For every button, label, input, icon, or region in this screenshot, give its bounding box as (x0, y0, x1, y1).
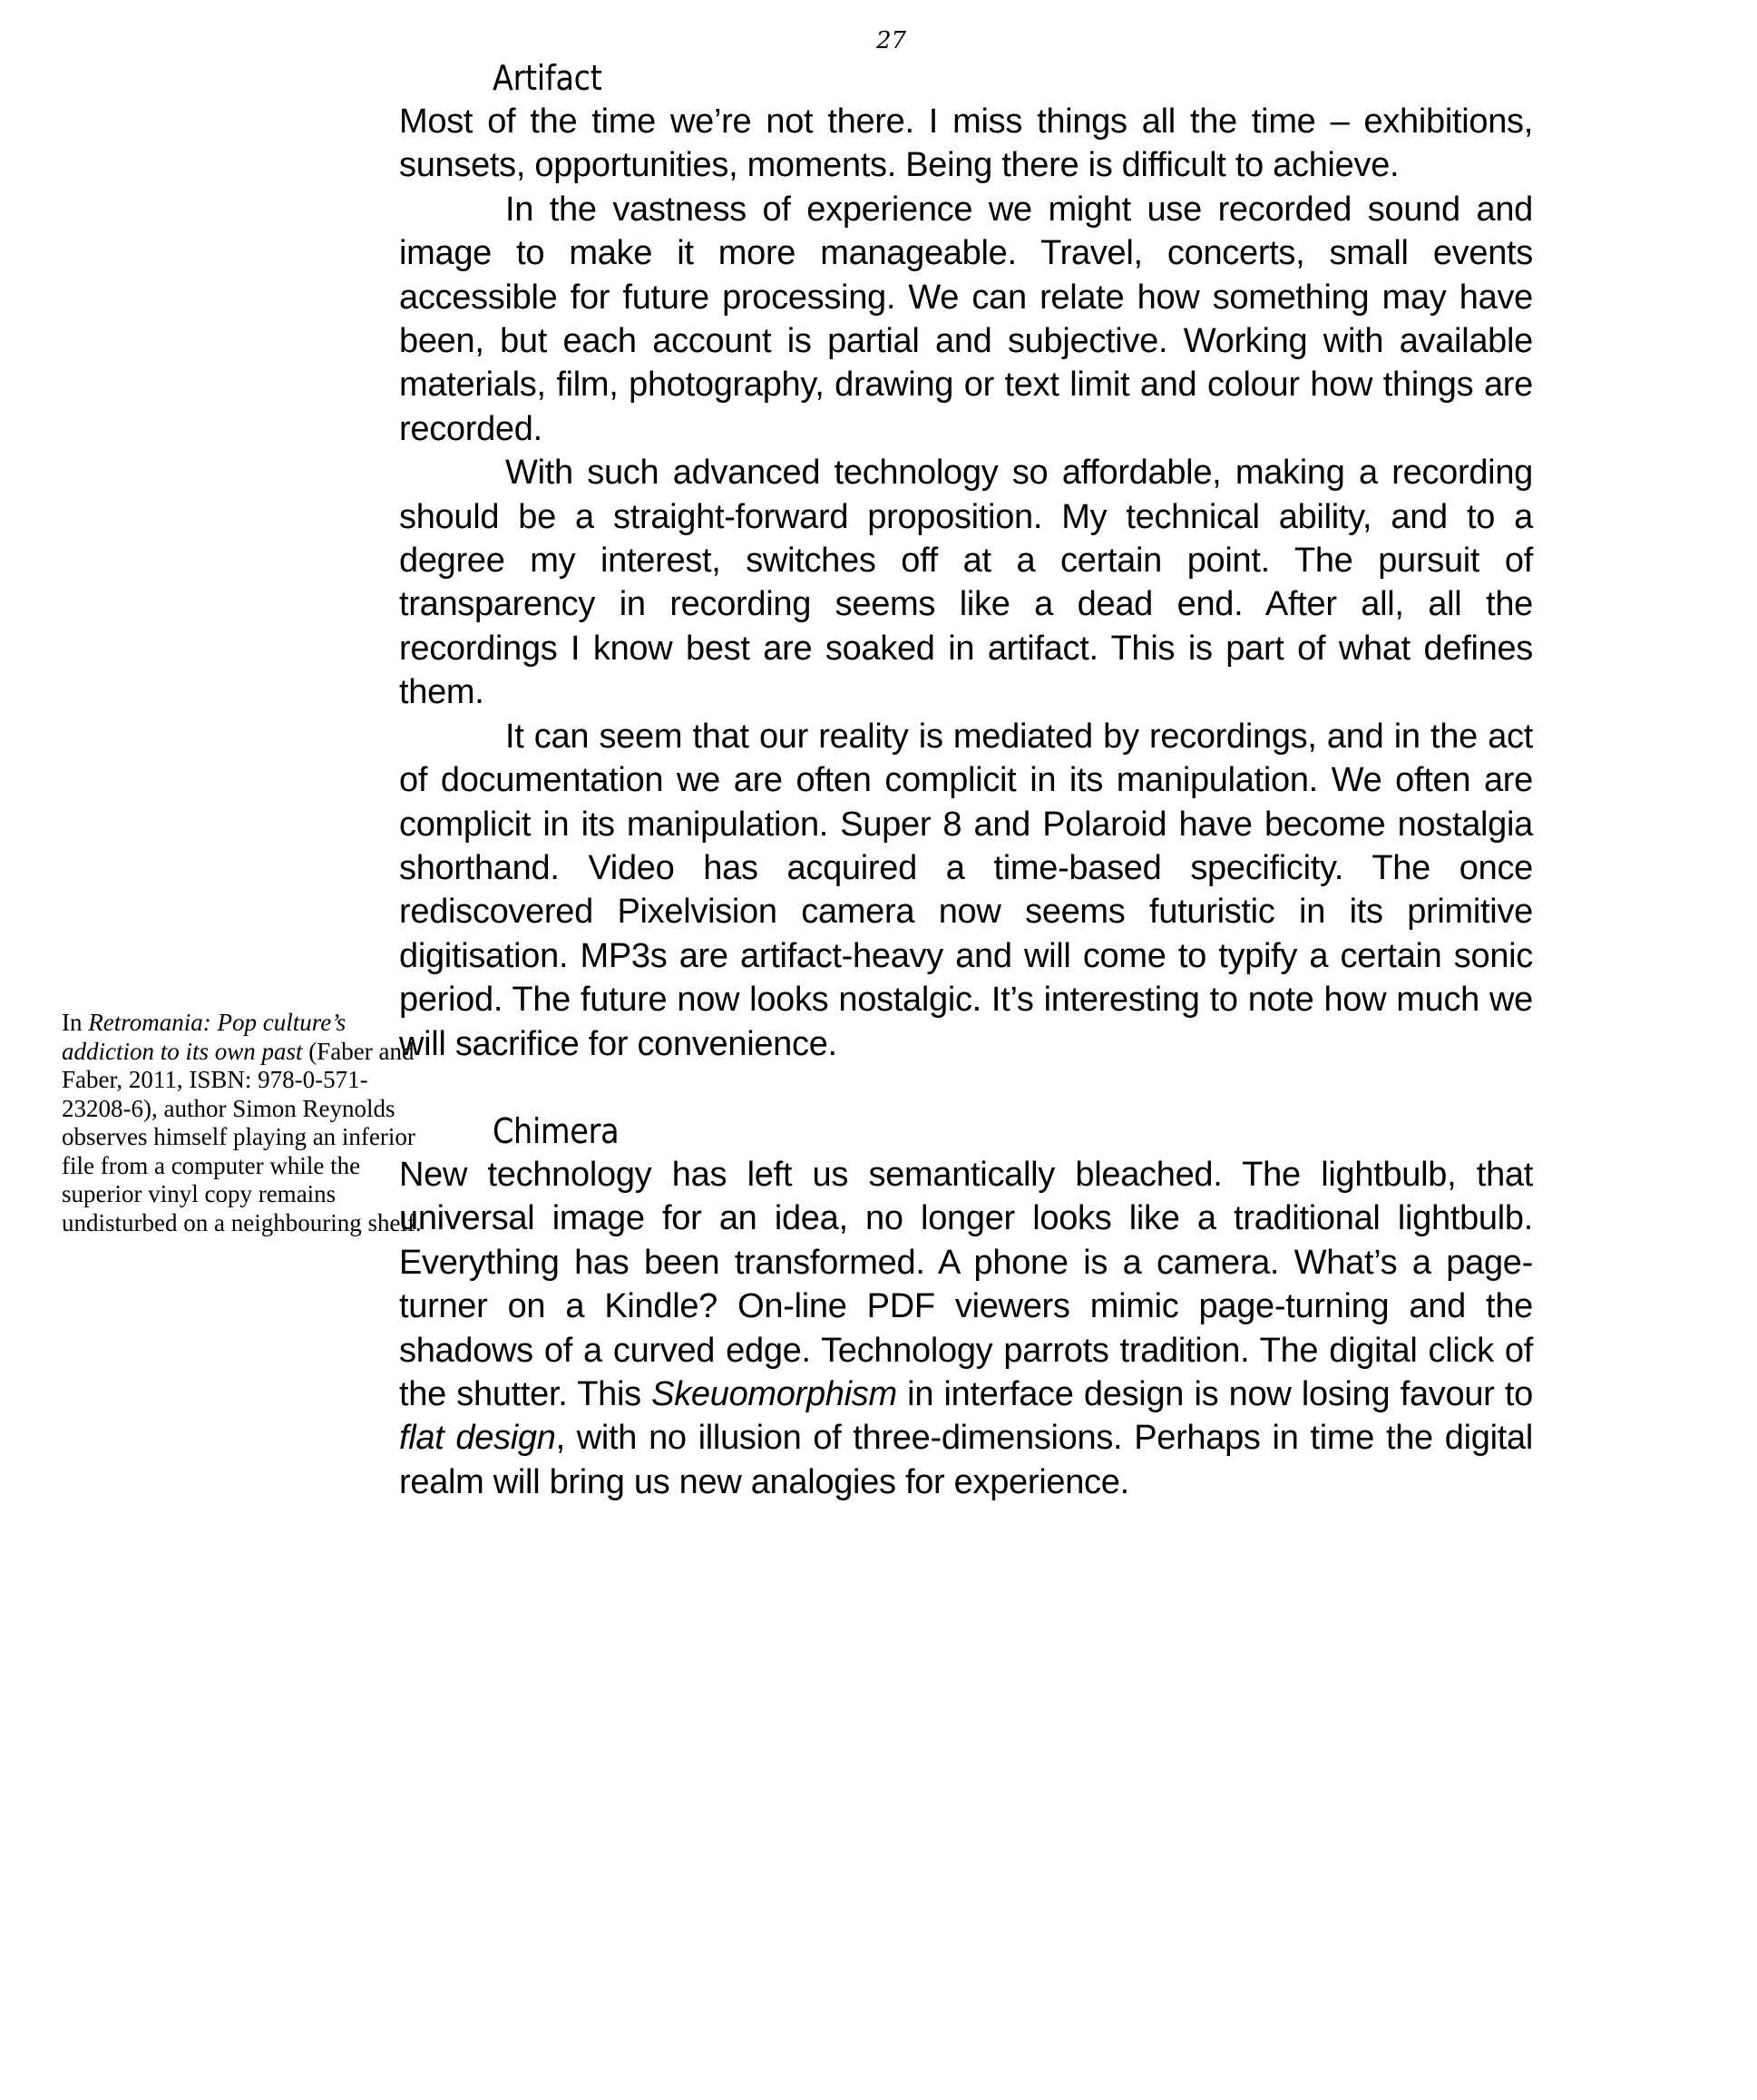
book-title: Retromania: Pop culture’s addiction to its own past (62, 1009, 347, 1065)
page-number: 27 (876, 27, 907, 54)
section-heading-artifact: Artifact (492, 58, 602, 98)
paragraph: In the vastness of experience we might use recorded sound and image to make it more manageable. Travel, concerts, small events accessible for future processing. We can relate how something may have been, but each account is partial and subjective. Working with available materials, film, photography, drawing or text limit and colour how things are recorded. (399, 190, 1533, 448)
main-text-column (399, 56, 1533, 1504)
margin-note (62, 1009, 425, 1237)
emphasis-term: flat design (399, 1419, 556, 1458)
paragraph (399, 1153, 1533, 1504)
section-heading-chimera: Chimera (492, 1110, 620, 1151)
text-run: in interface design is now losing favour to (896, 1374, 1533, 1413)
text-run: In (62, 1009, 89, 1036)
emphasis-term: Skeuomorphism (651, 1374, 897, 1413)
text-run: (Faber and Faber, 2011, ISBN: 978-0-571-23208-6), author Simon Reynolds observes himself playing an inferior file from a computer while the superior vinyl copy remains undisturbed on a neighbouring shelf. (62, 1037, 422, 1236)
paragraph: Most of the time we’re not there. I miss things all the time – exhibitions, sunsets, opportunities, moments. Being there is difficult to achieve. (399, 103, 1533, 185)
text-run: New technology has left us semantically bleached. The lightbulb, that universal image for an idea, no longer looks like a traditional lightbulb. Everything has been transformed. A phone is a camera. What’s a page-turner on a Kindle? On-line PDF viewers mimic page-turning and the shadows of a curved edge. Technology parrots tradition. The digital click of the shutter. This (399, 1155, 1533, 1413)
paragraph: It can seem that our reality is mediated by recordings, and in the act of documentation we are often complicit in its manipulation. We often are complicit in its manipulation. Super 8 and Polaroid have become nostalgia shorthand. Video has acquired a time-based specificity. The once rediscovered Pixelvision camera now seems futuristic in its primitive digitisation. MP3s are artifact-heavy and will come to typify a certain sonic period. The future now looks nostalgic. It’s interesting to note how much we will sacrifice for convenience. (399, 717, 1533, 1063)
section-spacer (399, 1066, 1533, 1109)
text-run: , with no illusion of three-dimensions. Perhaps in time the digital realm will bring us new analogies for experience. (399, 1419, 1533, 1501)
paragraph: With such advanced technology so affordable, making a recording should be a straight-forward proposition. My technical ability, and to a degree my interest, switches off at a certain point. The pursuit of transparency in recording seems like a dead end. After all, all the recordings I know best are soaked in artifact. This is part of what defines them. (399, 454, 1533, 712)
